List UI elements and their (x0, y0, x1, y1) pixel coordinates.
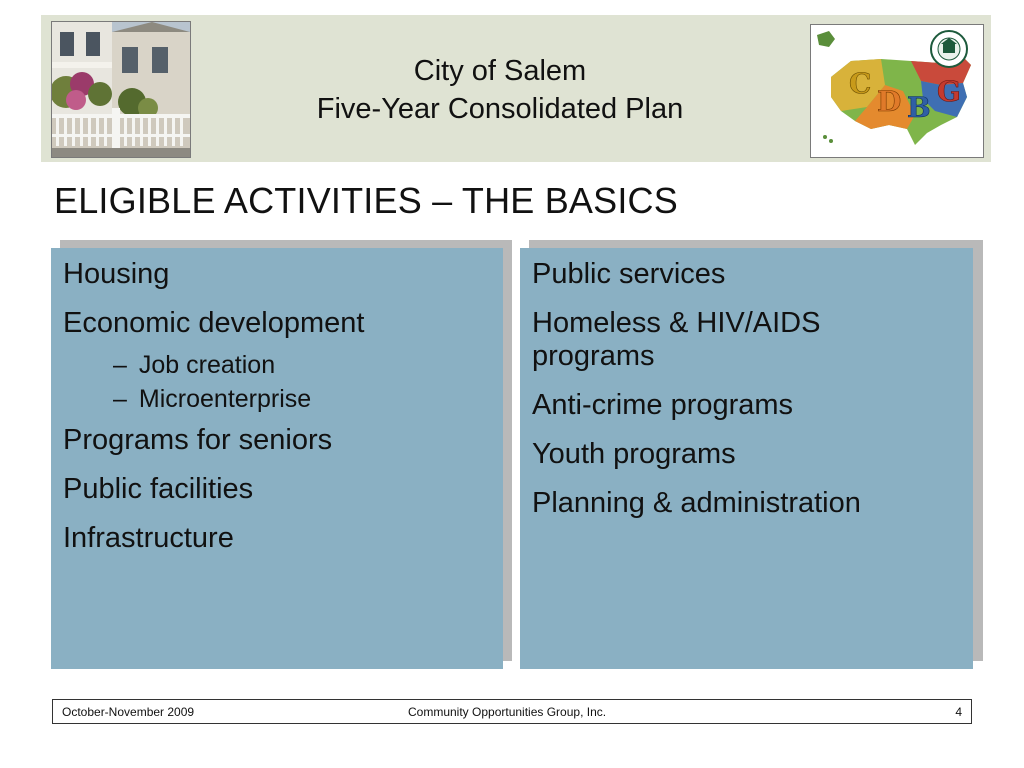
list-item-housing: Housing (63, 258, 170, 290)
list-item-planning-administration: Planning & administration (532, 487, 861, 519)
list-item-public-facilities: Public facilities (63, 473, 254, 505)
list-item-economic-development: Economic development (63, 307, 365, 339)
list-item-infrastructure: Infrastructure (63, 522, 234, 554)
right-box (520, 248, 973, 669)
list-item-homeless-hiv-aids: Homeless & HIV/AIDS programs (532, 307, 821, 372)
house-photo (51, 21, 191, 158)
footer-organization: Community Opportunities Group, Inc. (408, 705, 607, 719)
header-title (200, 52, 800, 128)
footer-page-number: 4 (955, 705, 962, 719)
sub-item-job-creation: – Job creation (113, 351, 276, 379)
left-box-list (63, 258, 491, 555)
right-box-list (532, 258, 961, 520)
list-item-public-services: Public services (532, 258, 726, 290)
dash-bullet: – (113, 385, 127, 413)
slide-title: ELIGIBLE ACTIVITIES – THE BASICS (54, 180, 678, 221)
logo-letter-d: D (877, 85, 902, 118)
header-title-line1: City of Salem (413, 55, 587, 87)
logo-letter-b: B (907, 91, 931, 124)
header-title-line2: Five-Year Consolidated Plan (316, 93, 684, 125)
logo-letter-c: C (849, 67, 872, 100)
list-item-anti-crime: Anti-crime programs (532, 389, 794, 421)
footer-date: October-November 2009 (62, 705, 195, 719)
footer (52, 699, 972, 724)
list-item-programs-for-seniors: Programs for seniors (63, 424, 333, 456)
list-item-youth-programs: Youth programs (532, 438, 736, 470)
cdbg-logo (810, 24, 984, 158)
left-box (51, 248, 503, 669)
dash-bullet: – (113, 351, 127, 379)
logo-letter-g: G (937, 75, 961, 108)
sub-item-microenterprise: – Microenterprise (113, 385, 312, 413)
